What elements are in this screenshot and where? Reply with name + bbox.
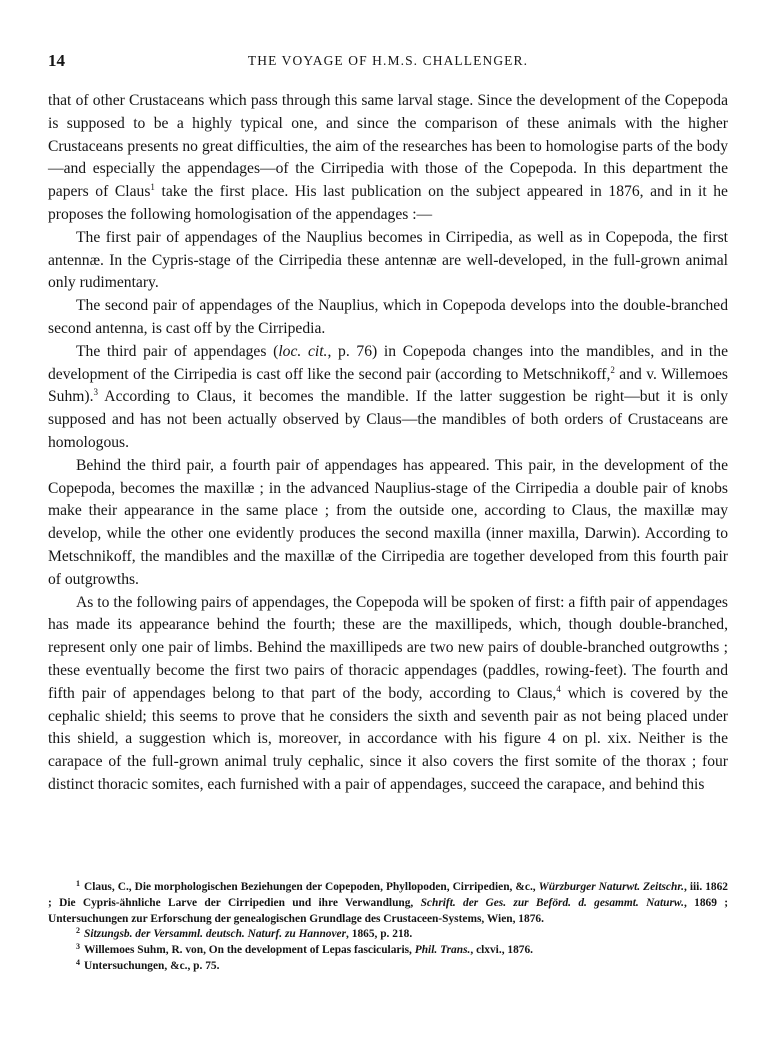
footnote-mark: 4 <box>76 957 80 967</box>
footnote-text: Willemoes Suhm, R. von, On the development of Lepas fascicularis, <box>84 944 415 957</box>
footnote-ref-4[interactable]: 4 <box>556 683 561 694</box>
text-run: which is covered by the cephalic shield; this seems to prove that he considers the sixth and seventh pair as not being placed under this shield, a suggestion which is, moreover, in accordance with his figure 4 on pl. xix. Neither is the carapace of the full-grown animal truly cephalic, since it also covers the first somite of the thorax ; four distinct thoracic somites, each furnished with a pair of appendages, succeed the carapace, and behind this <box>48 684 728 793</box>
footnote-journal: Schrift. der Ges. zur Beförd. d. gesammt. Naturw. <box>420 896 684 909</box>
body-text <box>48 90 728 797</box>
footnote-text: , clxvi., 1876. <box>470 944 534 957</box>
footnote-ref-1[interactable]: 1 <box>150 182 155 193</box>
paragraph-2: The first pair of appendages of the Nauplius becomes in Cirripedia, as well as in Copepoda, the first antennæ. In the Cypris-stage of the Cirripedia these antennæ are well-developed, in the full-grown animal only rudimentary. <box>48 228 728 292</box>
paragraph-3: The second pair of appendages of the Nauplius, which in Copepoda develops into the double-branched second antenna, is cast off by the Cirripedia. <box>48 297 728 337</box>
footnote-ref-3[interactable]: 3 <box>93 387 98 398</box>
text-run: that of other Crustaceans which pass through this same larval stage. Since the development of the Copepoda is supposed to be a highly typical one, and since the comparison of these animals with the higher Crustaceans presents no great difficulties, the aim of the researches has been to homologise parts of the body—and especially the appendages—of the Cirripedia with those of the Copepoda. In this department the papers of Claus <box>48 92 728 201</box>
footnote-journal: Würzburger Naturwt. Zeitschr. <box>538 881 684 893</box>
footnote-text: Claus, C., Die morphologischen Beziehungen der Copepoden, Phyllopoden, Cirripedien, &c., <box>84 881 539 893</box>
text-run: take the first place. His last publication on the subject appeared in 1876, and in it he proposes the following homologisation of the appendages :— <box>48 183 728 223</box>
running-title: THE VOYAGE OF H.M.S. CHALLENGER. <box>247 53 529 68</box>
text-run: and v. Willemoes Suhm). <box>48 365 728 406</box>
text-run: According to Claus, it becomes the mandible. If the latter suggestion be right—but it is only supposed and has not been actually observed by Claus—the mandibles of both orders of Crustaceans are homologous. <box>48 388 728 451</box>
footnote-text: Untersuchungen, &c., p. 75. <box>84 959 220 972</box>
footnote-mark: 1 <box>76 879 80 888</box>
page-number: 14 <box>48 51 65 70</box>
footnote-text: , 1869 ; Untersuchungen zur Erforschung der genealogischen Grundlage des Crustaceen-Systems, Wien, 1876. <box>48 896 729 925</box>
footnote-text: , 1865, p. 218. <box>346 928 413 941</box>
footnote-1 <box>48 880 728 927</box>
footnote-2 <box>48 927 728 943</box>
text-run: , p. 76) in Copepoda changes into the mandibles, and in the development of the Cirripedia is cast off like the second pair (according to Metschnikoff, <box>48 342 728 383</box>
text-run: As to the following pairs of appendages, the Copepoda will be spoken of first: a fifth pair of appendages has made its appearance behind the fourth; these are the maxillipeds, which, though double-branched, represent only one pair of limbs. Behind the maxillipeds are two new pairs of double-branched outgrowths ; these eventually become the first two pairs of thoracic appendages (paddles, rowing-feet). The fourth and fifth pair of appendages belong to that part of the body, according to Claus, <box>48 593 728 702</box>
footnote-journal: Phil. Trans. <box>414 944 471 957</box>
footnote-text: , iii. 1862 ; Die Cypris-ähnliche Larve der Cirripedien und ihre Verwandlung, <box>48 881 729 909</box>
footnote-ref-2[interactable]: 2 <box>610 364 615 375</box>
footnote-mark: 2 <box>76 926 80 936</box>
footnote-4 <box>48 959 728 975</box>
running-header <box>48 51 728 73</box>
footnotes <box>48 880 728 975</box>
footnote-mark: 3 <box>76 942 80 952</box>
italic-citation: loc. cit. <box>278 342 328 360</box>
paragraph-6 <box>48 592 728 797</box>
paragraph-5: Behind the third pair, a fourth pair of appendages has appeared. This pair, in the development of the Copepoda, becomes the maxillæ ; in the advanced Nauplius-stage of the Cirripedia a double pair of knobs make their appearance in the same place ; from the outside one, according to Claus, the maxillæ may develop, while the other one evidently produces the second maxilla (inner maxilla, Darwin). According to Metschnikoff, the mandibles and the maxillæ of the Cirripedia are together developed from this fourth pair of outgrowths. <box>48 456 728 588</box>
text-run: The third pair of appendages ( <box>76 342 279 360</box>
footnote-3 <box>48 943 728 959</box>
paragraph-4 <box>48 341 728 455</box>
footnote-journal: Sitzungsb. der Versamml. deutsch. Naturf. zu Hannover <box>84 928 347 941</box>
paragraph-1 <box>48 90 728 227</box>
